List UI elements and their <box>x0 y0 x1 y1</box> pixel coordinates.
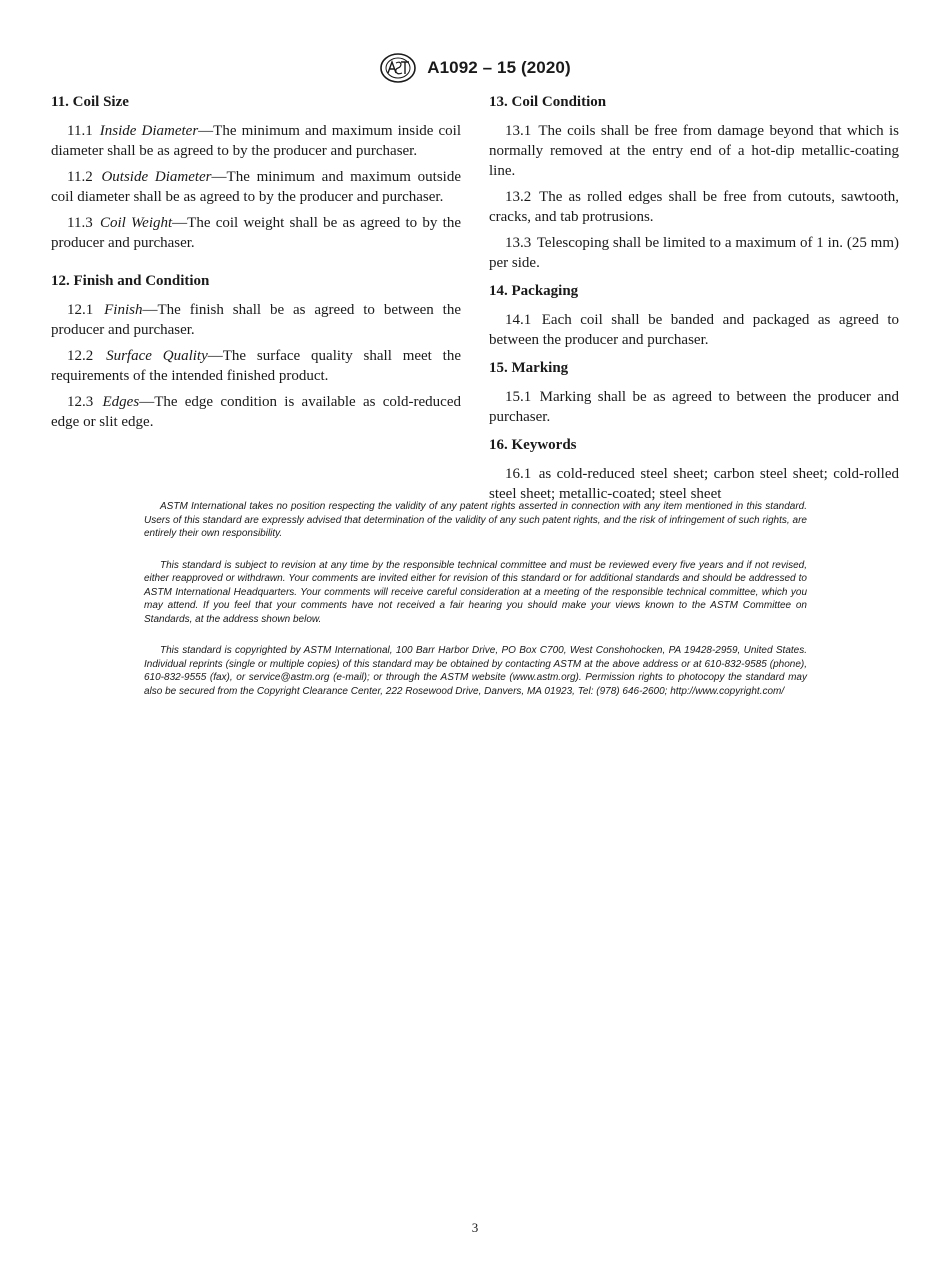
notice-paragraph: ASTM International takes no position respecting the validity of any patent rights asserted in connection with any item mentioned in this standard. Users of this standard are expressly advised that determination of the validity of any such patent rights, and the risk of infringement of such rights, are entirely their own responsibility. <box>144 501 807 539</box>
section <box>489 358 899 427</box>
notice-paragraph: This standard is subject to revision at any time by the responsible technical committee and must be reviewed every five years and if not revised, either reapproved or withdrawn. Your comments are invited either for revision of this standard or for additional standards and should be addressed to ASTM International Headquarters. Your comments will receive careful consideration at a meeting of the responsible technical committee, which you may attend. If you feel that your comments have not received a fair hearing you should make your views known to the ASTM Committee on Standards, at the address shown below. <box>144 559 807 625</box>
astm-logo-icon <box>379 52 417 84</box>
paragraph-text: —The surface quality shall meet the requirements of the intended finished product. <box>51 348 461 384</box>
paragraph-text: —The minimum and maximum inside coil diameter shall be as agreed to by the producer and purchaser. <box>51 123 462 159</box>
section-paragraph <box>489 464 899 504</box>
paragraph-number: 15.1 <box>505 389 532 405</box>
section-heading: 13. Coil Condition <box>489 94 607 110</box>
paragraph-text: as cold-reduced steel sheet; carbon steel sheet; cold-rolled steel sheet; metallic-coated; steel sheet <box>489 466 900 502</box>
paragraph-number: 12.1 <box>67 302 94 318</box>
paragraph-title: Inside Diameter <box>99 123 199 139</box>
section-paragraph <box>51 121 461 161</box>
section <box>51 92 461 253</box>
paragraph-number: 11.2 <box>67 169 93 185</box>
paragraph-text: The as rolled edges shall be free from cutouts, sawtooth, cracks, and tab protrusions. <box>489 189 899 225</box>
paragraph-number: 11.3 <box>67 215 93 231</box>
right-column <box>489 92 899 512</box>
section-paragraph <box>489 233 899 273</box>
paragraph-number: 13.3 <box>505 235 532 251</box>
section-paragraph <box>51 167 461 207</box>
section-paragraph <box>489 187 899 227</box>
section-paragraph <box>489 121 899 181</box>
paragraph-text: —The finish shall be as agreed to between the producer and purchaser. <box>51 302 462 338</box>
paragraph-title: Surface Quality <box>106 348 208 364</box>
paragraph-text: Telescoping shall be limited to a maximum of 1 in. (25 mm) per side. <box>489 235 899 271</box>
section-paragraph <box>489 387 899 427</box>
section-heading: 12. Finish and Condition <box>51 273 210 289</box>
section <box>489 435 899 504</box>
section-paragraph <box>51 300 461 340</box>
paragraph-text: Marking shall be as agreed to between the producer and purchaser. <box>489 389 899 425</box>
section-paragraph <box>51 213 461 253</box>
paragraph-number: 16.1 <box>505 466 532 482</box>
page-number: 3 <box>471 1220 479 1235</box>
page-header <box>0 52 950 84</box>
paragraph-title: Finish <box>104 302 143 318</box>
section-paragraph <box>51 346 461 386</box>
paragraph-number: 13.2 <box>505 189 532 205</box>
paragraph-number: 12.2 <box>67 348 94 364</box>
paragraph-number: 13.1 <box>505 123 532 139</box>
section <box>489 281 899 350</box>
standard-designation: A1092 – 15 (2020) <box>427 58 571 77</box>
paragraph-text: Each coil shall be banded and packaged as agreed to between the producer and purchaser. <box>489 312 900 348</box>
paragraph-text: The coils shall be free from damage beyond that which is normally removed at the entry end of a hot-dip metallic-coating line. <box>489 123 899 179</box>
paragraph-number: 12.3 <box>67 394 94 410</box>
section-heading: 16. Keywords <box>489 437 577 453</box>
paragraph-number: 11.1 <box>67 123 93 139</box>
left-column <box>51 92 461 450</box>
paragraph-title: Outside Diameter <box>101 169 212 185</box>
section <box>489 92 899 273</box>
paragraph-text: —The minimum and maximum outside coil diameter shall be as agreed to by the producer and purchaser. <box>51 169 461 205</box>
section-heading: 15. Marking <box>489 360 569 376</box>
paragraph-title: Coil Weight <box>99 215 173 231</box>
paragraph-number: 14.1 <box>505 312 532 328</box>
paragraph-text: —The coil weight shall be as agreed to by the producer and purchaser. <box>51 215 461 251</box>
section-heading: 14. Packaging <box>489 283 579 299</box>
legal-notices <box>144 500 807 716</box>
notice-paragraph: This standard is copyrighted by ASTM International, 100 Barr Harbor Drive, PO Box C700, West Conshohocken, PA 19428-2959, United States. Individual reprints (single or multiple copies) of this standard may be obtained by contacting ASTM at the above address or at 610-832-9585 (phone), 610-832-9555 (fax), or service@astm.org (e-mail); or through the ASTM website (www.astm.org). Permission rights to photocopy the standard may also be secured from the Copyright Clearance Center, 222 Rosewood Drive, Danvers, MA 01923, Tel: (978) 646-2600; http://www.copyright.com/ <box>144 645 807 697</box>
section <box>51 271 461 432</box>
section-paragraph <box>489 310 899 350</box>
paragraph-title: Edges <box>102 394 140 410</box>
section-heading: 11. Coil Size <box>51 94 129 110</box>
section-paragraph <box>51 392 461 432</box>
paragraph-text: —The edge condition is available as cold-reduced edge or slit edge. <box>51 394 461 430</box>
